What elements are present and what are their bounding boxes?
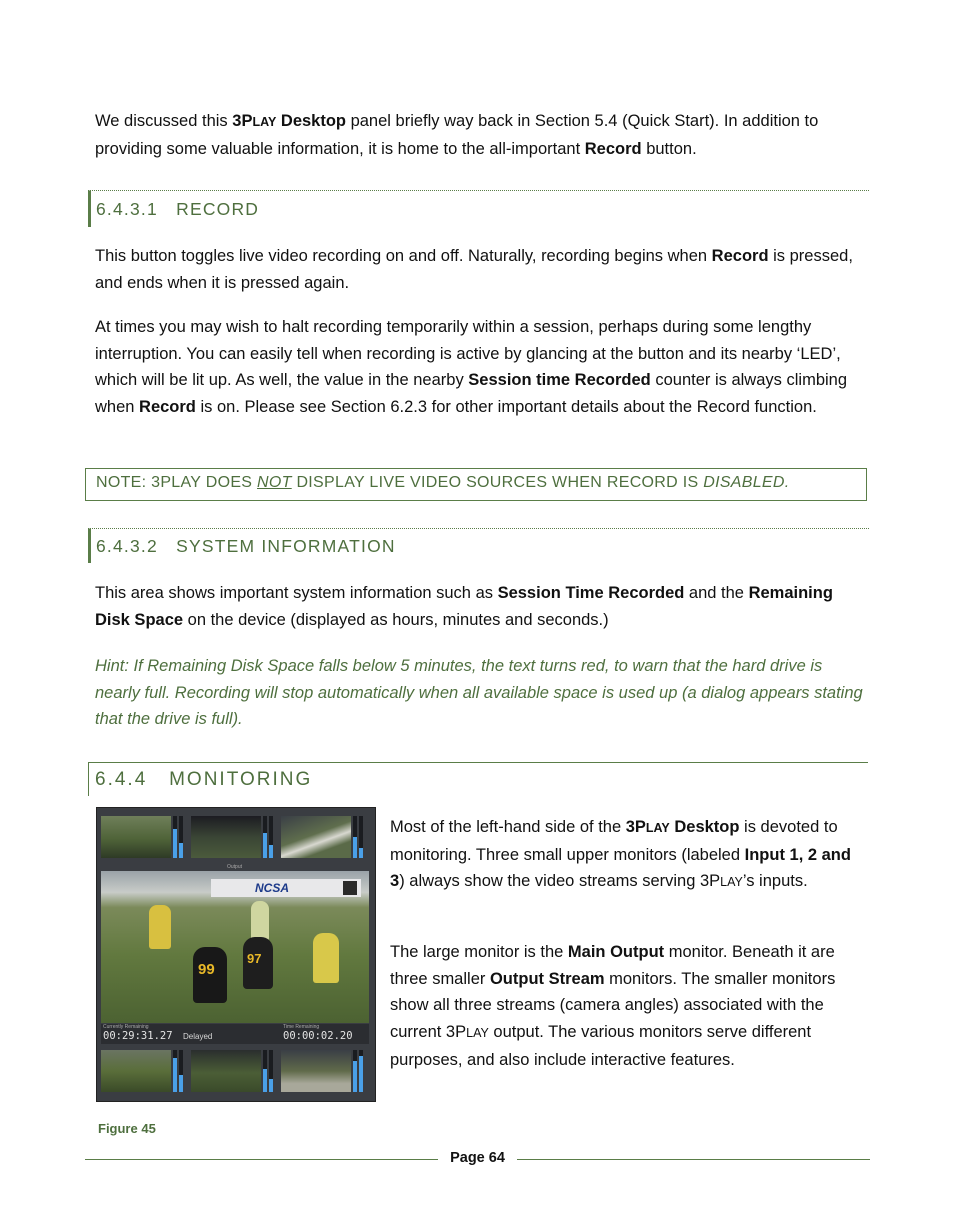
jersey-number: 97 — [247, 951, 262, 966]
output-stream-monitor-1[interactable] — [101, 1050, 171, 1092]
stadium-banner — [211, 879, 361, 897]
hint-paragraph: Hint: If Remaining Disk Space falls below 5 minutes, the text turns red, to warn that the hard drive is nearly full. Recording will stop automatically when all available space is used up (a dialog appears stating that the drive is full). — [95, 657, 863, 729]
intro-paragraph: We discussed this 3PLAY Desktop panel briefly way back in Section 5.4 (Quick Start). In addition to providing some valuable information, it is home to the all-important Record button. — [95, 112, 819, 158]
army-logo — [343, 881, 357, 895]
meter-fill — [269, 1079, 273, 1092]
meter-fill — [353, 837, 357, 858]
player-black-1 — [193, 947, 227, 1003]
record-paragraph-2: At times you may wish to halt recording temporarily within a session, perhaps during some lengthy interruption. You can easily tell when recording is active by glancing at the button and its nearby ‘LED’, which will be lit up. As well, the value in the nearby Session time Recorded counter is always climbing when Record is on. Please see Section 6.2.3 for other important details about the Record function. — [95, 318, 848, 417]
figure-caption: Figure 45 — [98, 1121, 156, 1136]
player-gold — [149, 905, 171, 949]
sysinfo-paragraph: This area shows important system information such as Session Time Recorded and the Remaining Disk Space on the device (displayed as hours, minutes and seconds.) — [95, 584, 833, 629]
meter-fill — [173, 1058, 177, 1092]
audio-meter — [359, 1050, 363, 1092]
audio-meter — [263, 1050, 267, 1092]
note-box: NOTE: 3PLAY DOES NOT DISPLAY LIVE VIDEO SOURCES WHEN RECORD IS DISABLED. — [85, 468, 867, 501]
heading-monitoring: 6.4.4 MONITORING — [88, 762, 868, 796]
audio-meter — [269, 816, 273, 858]
output-stream-monitor-2[interactable] — [191, 1050, 261, 1092]
remaining-time: 00:29:31.27 — [103, 1030, 173, 1042]
record-paragraph-1: This button toggles live video recording on and off. Naturally, recording begins when Record is pressed, and ends when it is pressed again. — [95, 247, 853, 292]
main-output-monitor[interactable] — [101, 871, 369, 1023]
output-label: Output — [227, 864, 243, 870]
monitoring-paragraph-1: Most of the left-hand side of the 3PLAY Desktop is devoted to monitoring. Three small upper monitors (labeled Input 1, 2 and 3) always show the video streams serving 3PLAY’s inputs. — [390, 818, 851, 891]
player-white — [251, 901, 269, 941]
page-footer — [85, 1150, 870, 1170]
audio-meter — [269, 1050, 273, 1092]
audio-meter — [179, 1050, 183, 1092]
monitoring-paragraph-2: The large monitor is the Main Output monitor. Beneath it are three smaller Output Stream monitors. The smaller monitors show all three streams (camera angles) associated with the current 3PLAY output. The various monitors serve different purposes, and also include interactive features. — [390, 943, 836, 1069]
remaining-label: Currently Remaining — [103, 1024, 149, 1030]
input-monitor-2[interactable] — [191, 816, 261, 858]
figure-monitoring-screenshot — [96, 807, 376, 1102]
meter-fill — [179, 1075, 183, 1092]
audio-meter — [353, 816, 357, 858]
page-number: Page 64 — [438, 1150, 517, 1166]
audio-meter — [263, 816, 267, 858]
timecode-bar — [101, 1024, 369, 1044]
output-stream-monitor-3[interactable] — [281, 1050, 351, 1092]
meter-fill — [269, 845, 273, 858]
meter-fill — [359, 1056, 363, 1092]
player-gold-2 — [313, 933, 339, 983]
player-black-2 — [243, 937, 273, 989]
input-monitor-3[interactable] — [281, 816, 351, 858]
recorded-label: Time Remaining — [283, 1024, 320, 1030]
meter-fill — [263, 833, 267, 858]
audio-meter — [353, 1050, 357, 1092]
heading-system-information: 6.4.3.2 SYSTEM INFORMATION — [88, 528, 869, 563]
audio-meter — [179, 816, 183, 858]
audio-meter — [173, 1050, 177, 1092]
jersey-number: 99 — [198, 961, 215, 978]
delayed-label: Delayed — [183, 1032, 213, 1041]
heading-record: 6.4.3.1 RECORD — [88, 190, 869, 227]
meter-fill — [179, 843, 183, 858]
meter-fill — [173, 829, 177, 858]
meter-fill — [359, 848, 363, 859]
meter-fill — [353, 1061, 357, 1093]
audio-meter — [359, 816, 363, 858]
input-monitor-1[interactable] — [101, 816, 171, 858]
recorded-time: 00:00:02.20 — [283, 1030, 353, 1042]
meter-fill — [263, 1069, 267, 1092]
banner-text: NCSA — [255, 881, 290, 895]
audio-meter — [173, 816, 177, 858]
